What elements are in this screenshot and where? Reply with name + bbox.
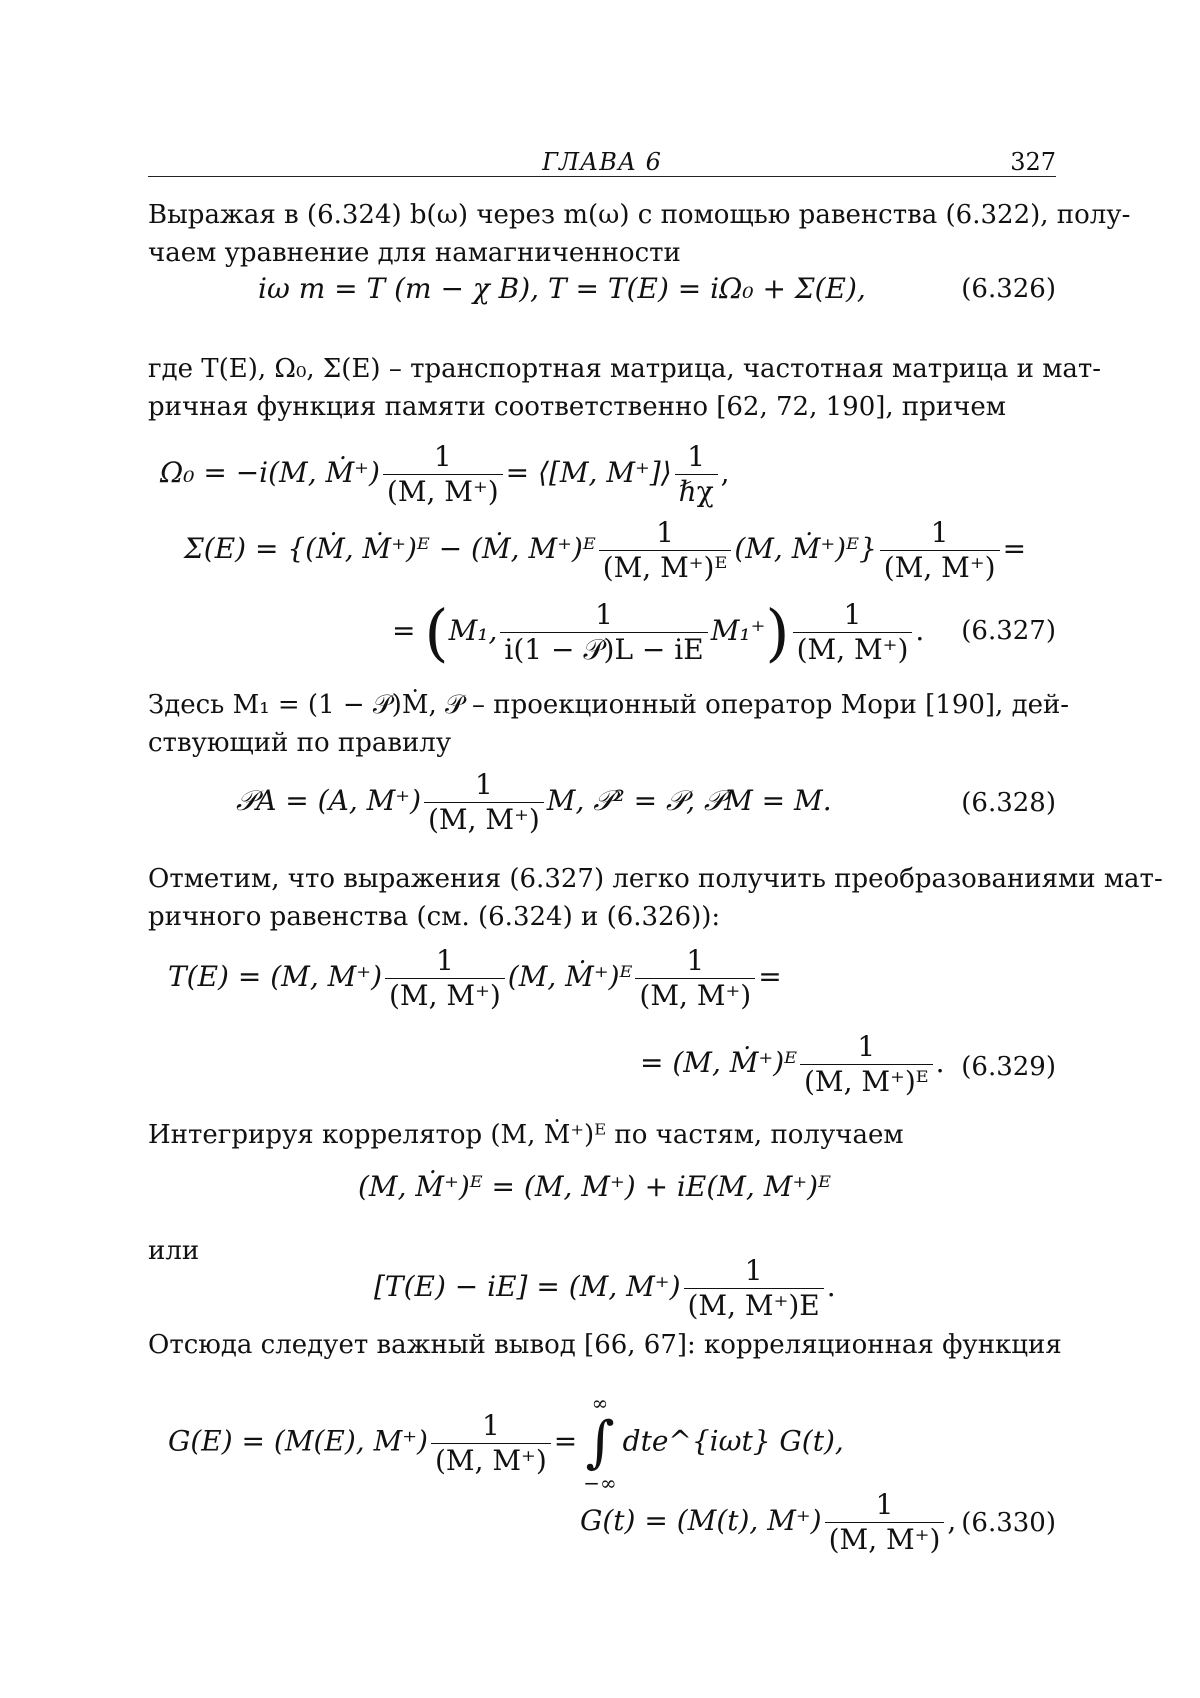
math-term: G(E) = (M(E), M⁺) [168,1424,428,1458]
paragraph-2 [148,350,1102,426]
text-line: Интегрируя коррелятор (M, Ṁ⁺)ᴱ по частям, получаем [148,1120,904,1150]
punctuation: , [720,456,730,489]
equation-6-326 [258,272,866,305]
numerator: 1 [424,768,544,803]
denominator: i(1 − 𝒫)L − iE [504,633,704,666]
fraction [500,598,707,667]
upper-limit: ∞ [591,1391,609,1415]
numerator: 1 [793,598,913,633]
denominator: (M, M⁺) [386,475,499,508]
integral [583,1392,616,1494]
punctuation: . [935,1046,945,1079]
equals-sign: = [553,1424,578,1458]
fraction [599,516,732,585]
chapter-title: ГЛАВА 6 [542,148,662,176]
text-line: Отсюда следует важный вывод [66, 67]: корреляционная функция [148,1330,1062,1360]
fraction [825,1488,945,1557]
math-term: M₁, [448,614,498,647]
denominator: ℏχ [678,475,714,508]
paragraph-4 [148,860,1163,936]
denominator: (M, M⁺) [389,979,501,1012]
equals-sign: = [392,614,416,647]
text-line: ствующий по правилу [148,728,452,758]
numerator: 1 [385,944,505,979]
numerator: 1 [675,440,718,475]
punctuation: , [947,1504,957,1537]
text-line: Отметим, что выражения (6.327) легко получить преобразованиями мат- [148,864,1163,894]
math-term: [T(E) − iE] = (M, M⁺) [374,1270,681,1303]
equation-omega-line [160,440,730,509]
numerator: 1 [825,1488,945,1523]
math-term: (M, Ṁ⁺)ᴱ = (M, M⁺) + iE(M, M⁺)ᴱ [358,1170,831,1203]
equation-number: (6.329) [961,1052,1056,1082]
math-term: = (M, Ṁ⁺)ᴱ [640,1046,797,1079]
left-paren: ( [424,596,449,669]
numerator: 1 [431,1409,551,1444]
running-header [148,144,1056,177]
math-term: Ω₀ = −i(M, Ṁ⁺) [160,456,380,489]
punctuation: . [826,1270,836,1303]
text-line: чаем уравнение для намагниченности [148,238,681,268]
numerator: 1 [800,1030,933,1065]
math-term: M, 𝒫² = 𝒫, 𝒫M = M. [546,784,832,817]
fraction [684,1254,824,1323]
equation-number: (6.330) [961,1508,1056,1538]
equation-transport-relation [374,1254,836,1323]
math-term: T(E) = (M, M⁺) [168,960,382,993]
denominator: (M, M⁺)ᴱ [804,1065,929,1098]
denominator: (M, M⁺) [639,979,752,1012]
lower-limit: −∞ [583,1471,617,1495]
paragraph-3 [148,686,1070,762]
fraction [383,440,503,509]
math-term: = ⟨[M, M⁺]⟩ [505,456,672,489]
equation-integration-by-parts [358,1170,831,1203]
equation-6-330-line2 [580,1488,956,1557]
equation-sigma-line [184,516,1026,585]
paragraph-1 [148,196,1131,272]
fraction [880,516,1000,585]
text-line: где T(E), Ω₀, Σ(E) – транспортная матрица, частотная матрица и мат- [148,354,1102,384]
text-line: или [148,1236,200,1266]
denominator: (M, M⁺) [428,803,540,836]
denominator: (M, M⁺) [828,1523,941,1556]
equation-memory-line [392,596,924,669]
equation-6-329-line2 [640,1030,945,1099]
paragraph-5 [148,1116,1056,1154]
fraction [800,1030,933,1099]
denominator: (M, M⁺) [883,551,996,584]
denominator: (M, M⁺)E [687,1289,820,1322]
math-term: Σ(E) = {(Ṁ, Ṁ⁺)ᴱ − (Ṁ, M⁺)ᴱ [184,532,596,565]
equation-number: (6.327) [961,616,1056,646]
text-line: ричного равенства (см. (6.324) и (6.326)): [148,902,721,932]
numerator: 1 [684,1254,824,1289]
equation-number: (6.326) [961,274,1056,304]
text-line: Выражая в (6.324) b(ω) через m(ω) с помощью равенства (6.322), полу- [148,200,1131,230]
page-number: 327 [1010,148,1056,176]
fraction [424,768,544,837]
equals-sign: = [1002,532,1027,565]
equation-6-330-line1 [168,1392,844,1494]
equation-6-329-line1 [168,944,782,1013]
math-term: 𝒫A = (A, M⁺) [236,784,421,817]
numerator: 1 [635,944,755,979]
equation-6-328 [236,768,832,837]
math-term: G(t) = (M(t), M⁺) [580,1504,822,1537]
math-term: dte^{iωt} G(t), [622,1424,844,1458]
equals-sign: = [758,960,782,993]
math-term: (M, Ṁ⁺)ᴱ [507,960,633,993]
math-term: (M, Ṁ⁺)ᴱ} [734,532,877,565]
equation-number: (6.328) [961,788,1056,818]
fraction [635,944,755,1013]
math-term: M₁⁺ [710,614,766,647]
numerator: 1 [500,598,707,633]
fraction [675,440,718,509]
integral-sign: ∫ [585,1410,615,1475]
text-line: ричная функция памяти соответственно [62, 72, 190], причем [148,392,1007,422]
text-line: Здесь M₁ = (1 − 𝒫)Ṁ, 𝒫 – проекционный оператор Мори [190], дей- [148,690,1070,720]
denominator: (M, M⁺) [434,1443,547,1477]
denominator: (M, M⁺) [796,633,909,666]
numerator: 1 [599,516,732,551]
paragraph-7 [148,1326,1062,1364]
numerator: 1 [880,516,1000,551]
equation-body: iω m = T (m − χ B), T = T(E) = iΩ₀ + Σ(E), [258,272,866,305]
denominator: (M, M⁺)ᴱ [602,551,728,584]
fraction [431,1409,551,1478]
fraction [385,944,505,1013]
numerator: 1 [383,440,503,475]
punctuation: . [915,614,925,647]
fraction [793,598,913,667]
right-paren: ) [765,596,790,669]
